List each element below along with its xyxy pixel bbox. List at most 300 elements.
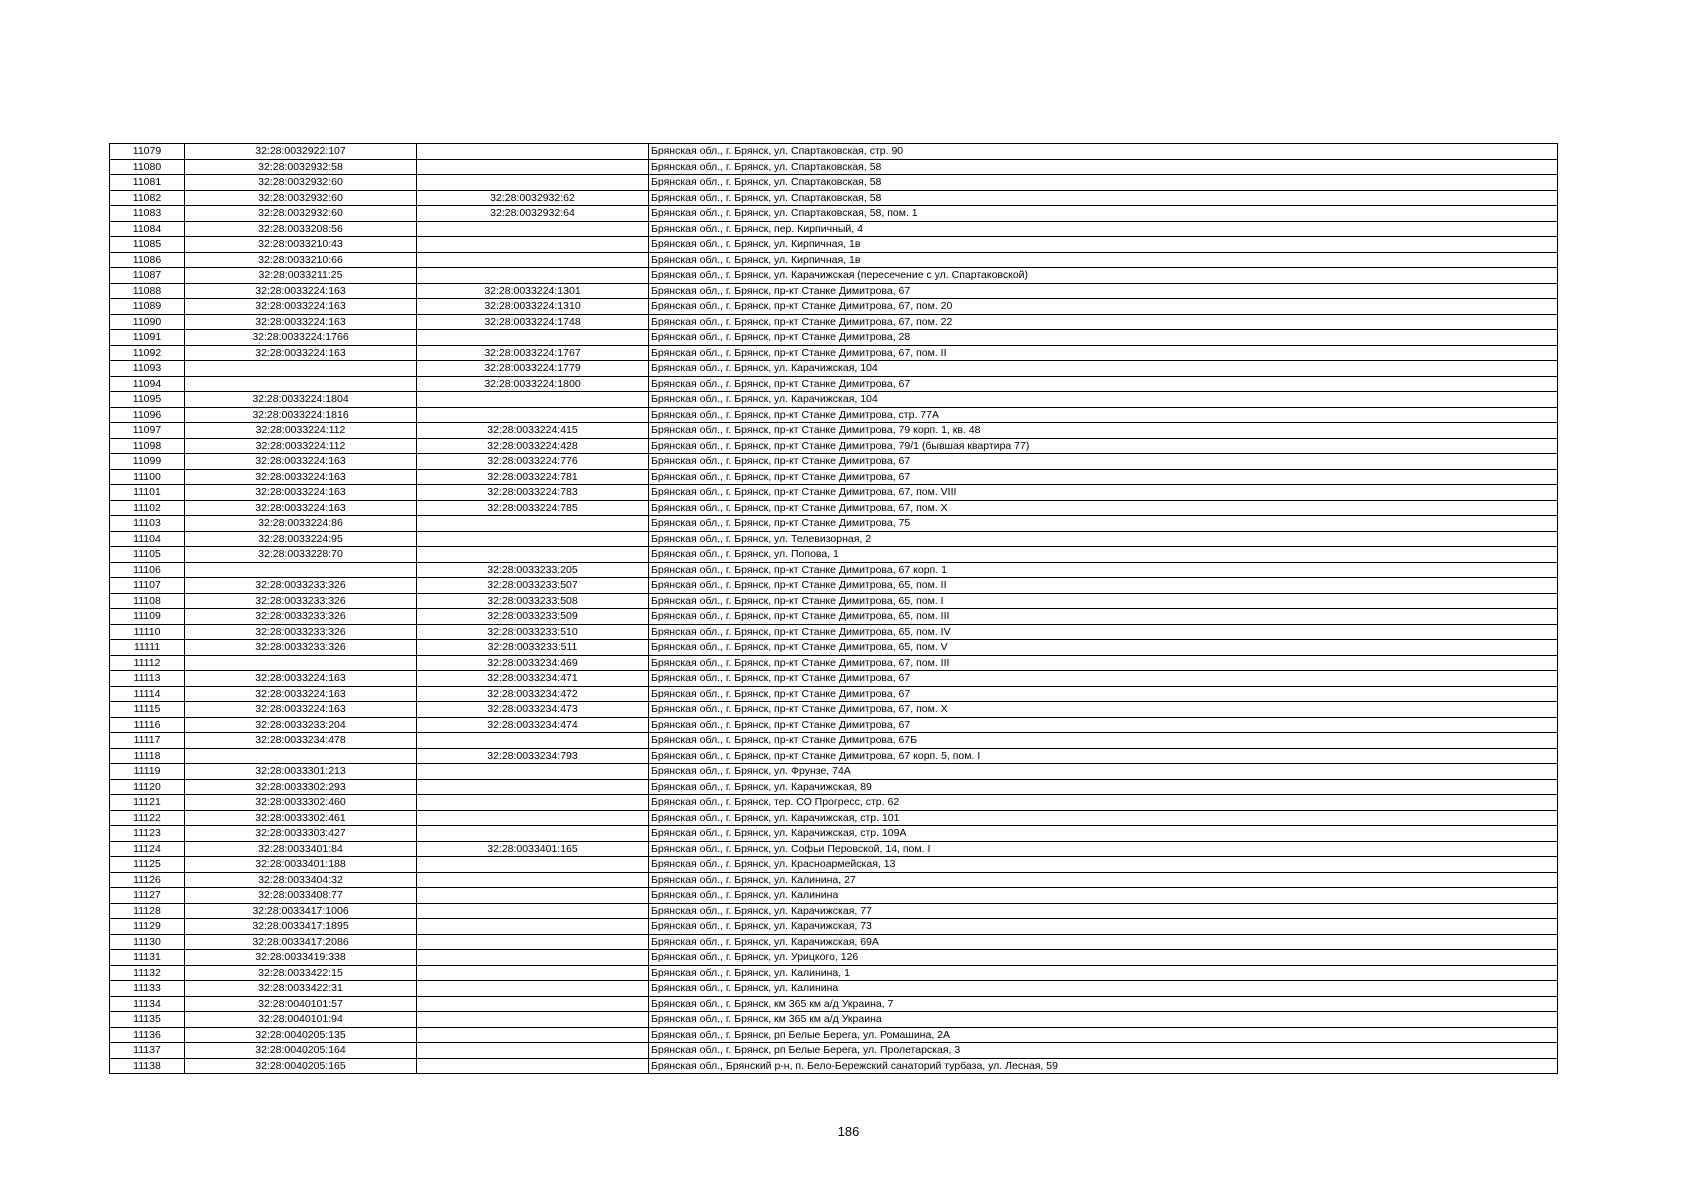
table-row bbox=[110, 500, 1558, 516]
address-cell: Брянская обл., г. Брянск, пр-кт Станке Димитрова, 67Б bbox=[649, 733, 1558, 749]
address-cell: Брянская обл., г. Брянск, ул. Спартаковская, 58, пом. 1 bbox=[649, 206, 1558, 222]
cadastral-number-object-cell: 32:28:0033224:1767 bbox=[417, 345, 649, 361]
address-cell: Брянская обл., г. Брянск, рп Белые Берега, ул. Ромашина, 2А bbox=[649, 1027, 1558, 1043]
cadastral-number-object-cell: 32:28:0033224:415 bbox=[417, 423, 649, 439]
address-cell: Брянская обл., г. Брянск, км 365 км а/д Украина bbox=[649, 1012, 1558, 1028]
cadastral-number-parcel-cell: 32:28:0040205:135 bbox=[185, 1027, 417, 1043]
cadastral-number-object-cell bbox=[417, 268, 649, 284]
table-row bbox=[110, 454, 1558, 470]
table-row bbox=[110, 469, 1558, 485]
table-row bbox=[110, 717, 1558, 733]
row-number-cell: 11095 bbox=[110, 392, 185, 408]
table-row bbox=[110, 1043, 1558, 1059]
row-number-cell: 11092 bbox=[110, 345, 185, 361]
cadastral-number-parcel-cell: 32:28:0033233:326 bbox=[185, 609, 417, 625]
row-number-cell: 11080 bbox=[110, 159, 185, 175]
table-row bbox=[110, 376, 1558, 392]
cadastral-number-parcel-cell: 32:28:0033303:427 bbox=[185, 826, 417, 842]
table-row bbox=[110, 655, 1558, 671]
cadastral-number-object-cell bbox=[417, 795, 649, 811]
cadastral-number-parcel-cell: 32:28:0040205:165 bbox=[185, 1058, 417, 1074]
row-number-cell: 11096 bbox=[110, 407, 185, 423]
row-number-cell: 11131 bbox=[110, 950, 185, 966]
row-number-cell: 11105 bbox=[110, 547, 185, 563]
table-row bbox=[110, 872, 1558, 888]
address-cell: Брянская обл., г. Брянск, пр-кт Станке Димитрова, 67, пом. VIII bbox=[649, 485, 1558, 501]
cadastral-number-parcel-cell: 32:28:0032932:60 bbox=[185, 206, 417, 222]
address-cell: Брянская обл., г. Брянск, ул. Калинина, 27 bbox=[649, 872, 1558, 888]
cadastral-number-object-cell: 32:28:0033224:1748 bbox=[417, 314, 649, 330]
cadastral-number-parcel-cell: 32:28:0040101:57 bbox=[185, 996, 417, 1012]
address-cell: Брянская обл., г. Брянск, пр-кт Станке Димитрова, 67 bbox=[649, 717, 1558, 733]
table-row bbox=[110, 144, 1558, 160]
address-cell: Брянская обл., г. Брянск, ул. Карачижская, 104 bbox=[649, 361, 1558, 377]
cadastral-number-object-cell bbox=[417, 779, 649, 795]
table-row bbox=[110, 423, 1558, 439]
address-cell: Брянская обл., г. Брянск, пр-кт Станке Димитрова, 75 bbox=[649, 516, 1558, 532]
cadastral-number-parcel-cell: 32:28:0033211:25 bbox=[185, 268, 417, 284]
cadastral-number-object-cell: 32:28:0033234:793 bbox=[417, 748, 649, 764]
address-cell: Брянская обл., г. Брянск, пр-кт Станке Димитрова, 67 bbox=[649, 376, 1558, 392]
cadastral-number-object-cell: 32:28:0033233:510 bbox=[417, 624, 649, 640]
row-number-cell: 11115 bbox=[110, 702, 185, 718]
cadastral-number-object-cell bbox=[417, 872, 649, 888]
address-cell: Брянская обл., г. Брянск, ул. Карачижская, 104 bbox=[649, 392, 1558, 408]
address-cell: Брянская обл., г. Брянск, км 365 км а/д Украина, 7 bbox=[649, 996, 1558, 1012]
cadastral-number-object-cell: 32:28:0032932:62 bbox=[417, 190, 649, 206]
row-number-cell: 11130 bbox=[110, 934, 185, 950]
row-number-cell: 11097 bbox=[110, 423, 185, 439]
table-row bbox=[110, 624, 1558, 640]
table-row bbox=[110, 1058, 1558, 1074]
table-row bbox=[110, 578, 1558, 594]
cadastral-number-object-cell bbox=[417, 857, 649, 873]
row-number-cell: 11113 bbox=[110, 671, 185, 687]
address-cell: Брянская обл., г. Брянск, ул. Карачижская, 89 bbox=[649, 779, 1558, 795]
cadastral-number-parcel-cell: 32:28:0033302:461 bbox=[185, 810, 417, 826]
cadastral-number-parcel-cell: 32:28:0033233:326 bbox=[185, 640, 417, 656]
cadastral-number-parcel-cell: 32:28:0033233:204 bbox=[185, 717, 417, 733]
address-cell: Брянская обл., г. Брянск, ул. Кирпичная, 1в bbox=[649, 252, 1558, 268]
cadastral-number-parcel-cell bbox=[185, 376, 417, 392]
row-number-cell: 11129 bbox=[110, 919, 185, 935]
cadastral-number-parcel-cell: 32:28:0033224:163 bbox=[185, 469, 417, 485]
table-row bbox=[110, 1012, 1558, 1028]
row-number-cell: 11127 bbox=[110, 888, 185, 904]
address-cell: Брянская обл., г. Брянск, пр-кт Станке Димитрова, 67, пом. 22 bbox=[649, 314, 1558, 330]
row-number-cell: 11132 bbox=[110, 965, 185, 981]
cadastral-number-parcel-cell: 32:28:0033422:31 bbox=[185, 981, 417, 997]
row-number-cell: 11081 bbox=[110, 175, 185, 191]
cadastral-number-parcel-cell: 32:28:0033224:163 bbox=[185, 485, 417, 501]
row-number-cell: 11114 bbox=[110, 686, 185, 702]
address-cell: Брянская обл., г. Брянск, пр-кт Станке Димитрова, 67, пом. II bbox=[649, 345, 1558, 361]
cadastral-number-object-cell bbox=[417, 919, 649, 935]
row-number-cell: 11094 bbox=[110, 376, 185, 392]
page-number: 186 bbox=[837, 1124, 860, 1139]
cadastral-number-parcel-cell: 32:28:0033408:77 bbox=[185, 888, 417, 904]
row-number-cell: 11108 bbox=[110, 593, 185, 609]
cadastral-number-object-cell: 32:28:0033224:783 bbox=[417, 485, 649, 501]
address-cell: Брянская обл., г. Брянск, пр-кт Станке Димитрова, 67 bbox=[649, 454, 1558, 470]
cadastral-number-object-cell: 32:28:0033224:1310 bbox=[417, 299, 649, 315]
cadastral-number-parcel-cell: 32:28:0033224:163 bbox=[185, 702, 417, 718]
row-number-cell: 11136 bbox=[110, 1027, 185, 1043]
cadastral-number-parcel-cell: 32:28:0033302:293 bbox=[185, 779, 417, 795]
cadastral-number-object-cell: 32:28:0033234:469 bbox=[417, 655, 649, 671]
address-cell: Брянская обл., г. Брянск, ул. Калинина bbox=[649, 981, 1558, 997]
address-cell: Брянская обл., г. Брянск, пр-кт Станке Димитрова, 65, пом. III bbox=[649, 609, 1558, 625]
table-row bbox=[110, 593, 1558, 609]
cadastral-number-object-cell: 32:28:0033234:471 bbox=[417, 671, 649, 687]
cadastral-number-object-cell bbox=[417, 733, 649, 749]
address-cell: Брянская обл., г. Брянск, пр-кт Станке Димитрова, 67, пом. X bbox=[649, 500, 1558, 516]
row-number-cell: 11085 bbox=[110, 237, 185, 253]
cadastral-number-object-cell: 32:28:0033234:474 bbox=[417, 717, 649, 733]
table-row bbox=[110, 175, 1558, 191]
row-number-cell: 11112 bbox=[110, 655, 185, 671]
row-number-cell: 11126 bbox=[110, 872, 185, 888]
cadastral-number-object-cell: 32:28:0033224:776 bbox=[417, 454, 649, 470]
table-row bbox=[110, 392, 1558, 408]
row-number-cell: 11138 bbox=[110, 1058, 185, 1074]
row-number-cell: 11120 bbox=[110, 779, 185, 795]
row-number-cell: 11082 bbox=[110, 190, 185, 206]
row-number-cell: 11137 bbox=[110, 1043, 185, 1059]
row-number-cell: 11121 bbox=[110, 795, 185, 811]
cadastral-number-object-cell bbox=[417, 144, 649, 160]
table-row bbox=[110, 206, 1558, 222]
cadastral-number-object-cell bbox=[417, 407, 649, 423]
row-number-cell: 11093 bbox=[110, 361, 185, 377]
table-row bbox=[110, 686, 1558, 702]
cadastral-number-object-cell bbox=[417, 252, 649, 268]
cadastral-number-object-cell: 32:28:0033224:781 bbox=[417, 469, 649, 485]
address-cell: Брянская обл., г. Брянск, ул. Спартаковская, стр. 90 bbox=[649, 144, 1558, 160]
address-cell: Брянская обл., г. Брянск, пр-кт Станке Димитрова, 79/1 (бывшая квартира 77) bbox=[649, 438, 1558, 454]
address-cell: Брянская обл., г. Брянск, пр-кт Станке Димитрова, 65, пом. V bbox=[649, 640, 1558, 656]
cadastral-number-parcel-cell: 32:28:0033417:1006 bbox=[185, 903, 417, 919]
cadastral-number-parcel-cell bbox=[185, 748, 417, 764]
address-cell: Брянская обл., г. Брянск, ул. Карачижская, 77 bbox=[649, 903, 1558, 919]
cadastral-number-parcel-cell: 32:28:0033224:112 bbox=[185, 438, 417, 454]
cadastral-number-parcel-cell: 32:28:0033401:188 bbox=[185, 857, 417, 873]
address-cell: Брянская обл., г. Брянск, ул. Карачижская, 73 bbox=[649, 919, 1558, 935]
cadastral-number-object-cell: 32:28:0033401:165 bbox=[417, 841, 649, 857]
address-cell: Брянская обл., г. Брянск, ул. Спартаковская, 58 bbox=[649, 159, 1558, 175]
table-row bbox=[110, 810, 1558, 826]
row-number-cell: 11087 bbox=[110, 268, 185, 284]
cadastral-number-parcel-cell: 32:28:0032932:60 bbox=[185, 190, 417, 206]
cadastral-number-parcel-cell: 32:28:0033224:1816 bbox=[185, 407, 417, 423]
table-row bbox=[110, 1027, 1558, 1043]
row-number-cell: 11128 bbox=[110, 903, 185, 919]
cadastral-number-parcel-cell: 32:28:0033417:2086 bbox=[185, 934, 417, 950]
cadastral-number-object-cell bbox=[417, 237, 649, 253]
cadastral-number-object-cell: 32:28:0033233:508 bbox=[417, 593, 649, 609]
cadastral-number-object-cell: 32:28:0033224:785 bbox=[417, 500, 649, 516]
address-cell: Брянская обл., г. Брянск, пр-кт Станке Димитрова, 67 bbox=[649, 686, 1558, 702]
address-cell: Брянская обл., г. Брянск, пр-кт Станке Димитрова, 67 bbox=[649, 283, 1558, 299]
address-cell: Брянская обл., г. Брянск, пр-кт Станке Димитрова, 67, пом. 20 bbox=[649, 299, 1558, 315]
address-cell: Брянская обл., г. Брянск, ул. Красноармейская, 13 bbox=[649, 857, 1558, 873]
address-cell: Брянская обл., г. Брянск, ул. Телевизорная, 2 bbox=[649, 531, 1558, 547]
cadastral-number-object-cell: 32:28:0033224:1800 bbox=[417, 376, 649, 392]
cadastral-number-parcel-cell: 32:28:0033224:1804 bbox=[185, 392, 417, 408]
cadastral-number-parcel-cell: 32:28:0033224:163 bbox=[185, 500, 417, 516]
address-cell: Брянская обл., г. Брянск, пр-кт Станке Димитрова, 65, пом. IV bbox=[649, 624, 1558, 640]
cadastral-number-object-cell bbox=[417, 159, 649, 175]
row-number-cell: 11133 bbox=[110, 981, 185, 997]
cadastral-number-object-cell bbox=[417, 826, 649, 842]
address-cell: Брянская обл., г. Брянск, ул. Калинина bbox=[649, 888, 1558, 904]
cadastral-number-parcel-cell bbox=[185, 655, 417, 671]
table-row bbox=[110, 888, 1558, 904]
table-row bbox=[110, 702, 1558, 718]
address-cell: Брянская обл., г. Брянск, пр-кт Станке Димитрова, 67 bbox=[649, 469, 1558, 485]
cadastral-number-parcel-cell: 32:28:0033224:163 bbox=[185, 314, 417, 330]
cadastral-number-object-cell bbox=[417, 1012, 649, 1028]
row-number-cell: 11106 bbox=[110, 562, 185, 578]
table-row bbox=[110, 485, 1558, 501]
table-row bbox=[110, 795, 1558, 811]
row-number-cell: 11098 bbox=[110, 438, 185, 454]
address-cell: Брянская обл., г. Брянск, пр-кт Станке Димитрова, стр. 77А bbox=[649, 407, 1558, 423]
address-cell: Брянская обл., г. Брянск, пр-кт Станке Димитрова, 65, пом. II bbox=[649, 578, 1558, 594]
cadastral-number-parcel-cell: 32:28:0033224:163 bbox=[185, 671, 417, 687]
table-row bbox=[110, 965, 1558, 981]
cadastral-number-parcel-cell: 32:28:0033210:66 bbox=[185, 252, 417, 268]
cadastral-number-object-cell bbox=[417, 547, 649, 563]
cadastral-number-parcel-cell: 32:28:0033208:56 bbox=[185, 221, 417, 237]
table-row bbox=[110, 438, 1558, 454]
cadastral-number-parcel-cell: 32:28:0033302:460 bbox=[185, 795, 417, 811]
table-row bbox=[110, 237, 1558, 253]
table-row bbox=[110, 562, 1558, 578]
cadastral-number-object-cell: 32:28:0033234:472 bbox=[417, 686, 649, 702]
cadastral-number-object-cell: 32:28:0032932:64 bbox=[417, 206, 649, 222]
table-row bbox=[110, 779, 1558, 795]
address-cell: Брянская обл., г. Брянск, ул. Карачижская, стр. 101 bbox=[649, 810, 1558, 826]
row-number-cell: 11091 bbox=[110, 330, 185, 346]
cadastral-number-parcel-cell: 32:28:0033234:478 bbox=[185, 733, 417, 749]
cadastral-number-parcel-cell bbox=[185, 562, 417, 578]
cadastral-number-object-cell bbox=[417, 981, 649, 997]
row-number-cell: 11124 bbox=[110, 841, 185, 857]
cadastral-number-object-cell: 32:28:0033224:428 bbox=[417, 438, 649, 454]
address-cell: Брянская обл., г. Брянск, пр-кт Станке Димитрова, 67, пом. X bbox=[649, 702, 1558, 718]
cadastral-number-parcel-cell: 32:28:0033401:84 bbox=[185, 841, 417, 857]
address-cell: Брянская обл., г. Брянск, ул. Карачижская, стр. 109А bbox=[649, 826, 1558, 842]
table-row bbox=[110, 407, 1558, 423]
table-row bbox=[110, 531, 1558, 547]
cadastral-number-parcel-cell: 32:28:0040101:94 bbox=[185, 1012, 417, 1028]
cadastral-number-object-cell bbox=[417, 221, 649, 237]
cadastral-number-parcel-cell: 32:28:0033233:326 bbox=[185, 624, 417, 640]
row-number-cell: 11088 bbox=[110, 283, 185, 299]
table-row bbox=[110, 345, 1558, 361]
cadastral-number-parcel-cell: 32:28:0040205:164 bbox=[185, 1043, 417, 1059]
table-row bbox=[110, 764, 1558, 780]
cadastral-number-object-cell bbox=[417, 888, 649, 904]
row-number-cell: 11083 bbox=[110, 206, 185, 222]
cadastral-number-parcel-cell: 32:28:0033224:1766 bbox=[185, 330, 417, 346]
cadastral-number-object-cell bbox=[417, 175, 649, 191]
row-number-cell: 11079 bbox=[110, 144, 185, 160]
address-cell: Брянская обл., г. Брянск, ул. Карачижская (пересечение с ул. Спартаковской) bbox=[649, 268, 1558, 284]
table-row bbox=[110, 330, 1558, 346]
address-cell: Брянская обл., г. Брянск, ул. Фрунзе, 74А bbox=[649, 764, 1558, 780]
cadastral-number-parcel-cell: 32:28:0033233:326 bbox=[185, 578, 417, 594]
row-number-cell: 11109 bbox=[110, 609, 185, 625]
row-number-cell: 11125 bbox=[110, 857, 185, 873]
address-cell: Брянская обл., г. Брянск, пр-кт Станке Димитрова, 67 корп. 1 bbox=[649, 562, 1558, 578]
cadastral-number-object-cell bbox=[417, 1027, 649, 1043]
row-number-cell: 11122 bbox=[110, 810, 185, 826]
table-row bbox=[110, 903, 1558, 919]
row-number-cell: 11103 bbox=[110, 516, 185, 532]
address-cell: Брянская обл., г. Брянск, ул. Софьи Перовской, 14, пом. I bbox=[649, 841, 1558, 857]
row-number-cell: 11134 bbox=[110, 996, 185, 1012]
table-row bbox=[110, 283, 1558, 299]
table-row bbox=[110, 221, 1558, 237]
row-number-cell: 11102 bbox=[110, 500, 185, 516]
table-row bbox=[110, 733, 1558, 749]
cadastral-number-object-cell bbox=[417, 1043, 649, 1059]
cadastral-number-parcel-cell: 32:28:0033233:326 bbox=[185, 593, 417, 609]
table-row bbox=[110, 547, 1558, 563]
table-row bbox=[110, 314, 1558, 330]
table-row bbox=[110, 996, 1558, 1012]
cadastral-number-object-cell bbox=[417, 996, 649, 1012]
address-cell: Брянская обл., г. Брянск, рп Белые Берега, ул. Пролетарская, 3 bbox=[649, 1043, 1558, 1059]
row-number-cell: 11086 bbox=[110, 252, 185, 268]
row-number-cell: 11123 bbox=[110, 826, 185, 842]
table-row bbox=[110, 299, 1558, 315]
cadastral-number-parcel-cell: 32:28:0033419:338 bbox=[185, 950, 417, 966]
cadastral-number-parcel-cell: 32:28:0033404:32 bbox=[185, 872, 417, 888]
cadastral-number-parcel-cell: 32:28:0033301:213 bbox=[185, 764, 417, 780]
cadastral-number-object-cell: 32:28:0033234:473 bbox=[417, 702, 649, 718]
row-number-cell: 11111 bbox=[110, 640, 185, 656]
cadastral-number-parcel-cell: 32:28:0033417:1895 bbox=[185, 919, 417, 935]
row-number-cell: 11089 bbox=[110, 299, 185, 315]
address-cell: Брянская обл., г. Брянск, ул. Спартаковская, 58 bbox=[649, 175, 1558, 191]
address-cell: Брянская обл., г. Брянск, ул. Урицкого, 126 bbox=[649, 950, 1558, 966]
cadastral-number-parcel-cell: 32:28:0033228:70 bbox=[185, 547, 417, 563]
cadastral-number-object-cell: 32:28:0033224:1301 bbox=[417, 283, 649, 299]
cadastral-number-parcel-cell: 32:28:0032922:107 bbox=[185, 144, 417, 160]
address-cell: Брянская обл., Брянский р-н, п. Бело-Бережский санаторий турбаза, ул. Лесная, 59 bbox=[649, 1058, 1558, 1074]
table-row bbox=[110, 190, 1558, 206]
address-cell: Брянская обл., г. Брянск, пр-кт Станке Димитрова, 79 корп. 1, кв. 48 bbox=[649, 423, 1558, 439]
address-cell: Брянская обл., г. Брянск, тер. СО Прогресс, стр. 62 bbox=[649, 795, 1558, 811]
row-number-cell: 11116 bbox=[110, 717, 185, 733]
table-row bbox=[110, 950, 1558, 966]
address-cell: Брянская обл., г. Брянск, ул. Карачижская, 69А bbox=[649, 934, 1558, 950]
cadastral-number-object-cell: 32:28:0033233:507 bbox=[417, 578, 649, 594]
row-number-cell: 11099 bbox=[110, 454, 185, 470]
cadastral-number-object-cell: 32:28:0033233:511 bbox=[417, 640, 649, 656]
cadastral-number-object-cell bbox=[417, 950, 649, 966]
table-row bbox=[110, 748, 1558, 764]
cadastral-number-parcel-cell: 32:28:0033422:15 bbox=[185, 965, 417, 981]
cadastral-number-parcel-cell: 32:28:0033224:86 bbox=[185, 516, 417, 532]
table-row bbox=[110, 919, 1558, 935]
row-number-cell: 11100 bbox=[110, 469, 185, 485]
cadastral-number-object-cell: 32:28:0033233:509 bbox=[417, 609, 649, 625]
cadastral-number-object-cell bbox=[417, 516, 649, 532]
cadastral-number-object-cell bbox=[417, 934, 649, 950]
cadastral-number-object-cell: 32:28:0033224:1779 bbox=[417, 361, 649, 377]
cadastral-number-parcel-cell: 32:28:0033224:163 bbox=[185, 299, 417, 315]
address-cell: Брянская обл., г. Брянск, ул. Спартаковская, 58 bbox=[649, 190, 1558, 206]
cadastral-number-parcel-cell: 32:28:0032932:60 bbox=[185, 175, 417, 191]
address-cell: Брянская обл., г. Брянск, пр-кт Станке Димитрова, 67 bbox=[649, 671, 1558, 687]
table-row bbox=[110, 609, 1558, 625]
table-row bbox=[110, 268, 1558, 284]
address-cell: Брянская обл., г. Брянск, ул. Кирпичная, 1в bbox=[649, 237, 1558, 253]
row-number-cell: 11101 bbox=[110, 485, 185, 501]
table-row bbox=[110, 981, 1558, 997]
table-row bbox=[110, 857, 1558, 873]
cadastral-number-object-cell bbox=[417, 330, 649, 346]
address-cell: Брянская обл., г. Брянск, пр-кт Станке Димитрова, 67, пом. III bbox=[649, 655, 1558, 671]
table-row bbox=[110, 934, 1558, 950]
address-cell: Брянская обл., г. Брянск, пр-кт Станке Димитрова, 67 корп. 5, пом. I bbox=[649, 748, 1558, 764]
register-table-body bbox=[110, 144, 1558, 1074]
table-row bbox=[110, 252, 1558, 268]
table-row bbox=[110, 361, 1558, 377]
row-number-cell: 11135 bbox=[110, 1012, 185, 1028]
cadastral-number-parcel-cell bbox=[185, 361, 417, 377]
cadastral-number-object-cell bbox=[417, 392, 649, 408]
cadastral-number-parcel-cell: 32:28:0033210:43 bbox=[185, 237, 417, 253]
address-cell: Брянская обл., г. Брянск, пр-кт Станке Димитрова, 28 bbox=[649, 330, 1558, 346]
row-number-cell: 11110 bbox=[110, 624, 185, 640]
row-number-cell: 11084 bbox=[110, 221, 185, 237]
table-row bbox=[110, 671, 1558, 687]
cadastral-number-object-cell: 32:28:0033233:205 bbox=[417, 562, 649, 578]
table-row bbox=[110, 159, 1558, 175]
row-number-cell: 11107 bbox=[110, 578, 185, 594]
row-number-cell: 11118 bbox=[110, 748, 185, 764]
row-number-cell: 11117 bbox=[110, 733, 185, 749]
cadastral-number-object-cell bbox=[417, 810, 649, 826]
cadastral-number-object-cell bbox=[417, 1058, 649, 1074]
row-number-cell: 11119 bbox=[110, 764, 185, 780]
cadastral-number-object-cell bbox=[417, 764, 649, 780]
table-row bbox=[110, 826, 1558, 842]
cadastral-number-parcel-cell: 32:28:0033224:163 bbox=[185, 454, 417, 470]
table-row bbox=[110, 640, 1558, 656]
register-table bbox=[109, 143, 1558, 1074]
address-cell: Брянская обл., г. Брянск, пер. Кирпичный, 4 bbox=[649, 221, 1558, 237]
address-cell: Брянская обл., г. Брянск, ул. Попова, 1 bbox=[649, 547, 1558, 563]
cadastral-number-parcel-cell: 32:28:0033224:163 bbox=[185, 686, 417, 702]
cadastral-number-parcel-cell: 32:28:0033224:163 bbox=[185, 345, 417, 361]
cadastral-number-parcel-cell: 32:28:0033224:163 bbox=[185, 283, 417, 299]
cadastral-number-parcel-cell: 32:28:0032932:58 bbox=[185, 159, 417, 175]
cadastral-number-object-cell bbox=[417, 965, 649, 981]
table-row bbox=[110, 841, 1558, 857]
cadastral-number-parcel-cell: 32:28:0033224:112 bbox=[185, 423, 417, 439]
cadastral-number-parcel-cell: 32:28:0033224:95 bbox=[185, 531, 417, 547]
cadastral-number-object-cell bbox=[417, 903, 649, 919]
address-cell: Брянская обл., г. Брянск, пр-кт Станке Димитрова, 65, пом. I bbox=[649, 593, 1558, 609]
row-number-cell: 11090 bbox=[110, 314, 185, 330]
table-row bbox=[110, 516, 1558, 532]
